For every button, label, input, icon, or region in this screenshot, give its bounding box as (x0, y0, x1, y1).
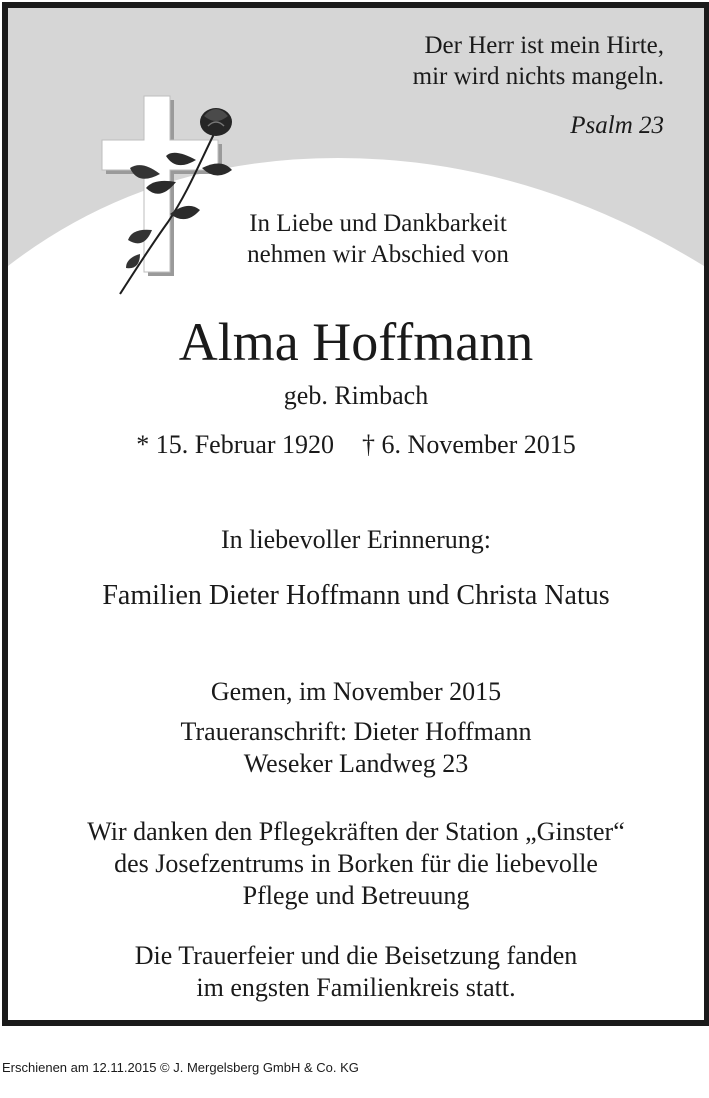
psalm-reference: Psalm 23 (570, 112, 664, 139)
deceased-name: Alma Hoffmann (178, 312, 534, 372)
birth-date: * 15. Februar 1920 (136, 430, 335, 459)
families-line: Familien Dieter Hoffmann und Christa Natus (102, 580, 610, 611)
memory-heading: In liebevoller Erinnerung: (220, 525, 492, 554)
intro-line: In Liebe und Dankbarkeit (249, 210, 507, 237)
thanks-line: Wir danken den Pflegekräften der Station „Ginster“ (87, 817, 625, 846)
place-date: Gemen, im November 2015 (210, 677, 502, 706)
address-line: Traueranschrift: Dieter Hoffmann (180, 717, 532, 746)
thanks-line: des Josefzentrums in Borken für die liebevolle (114, 849, 598, 878)
psalm-quote (413, 30, 664, 92)
ceremony-text (8, 940, 704, 1004)
intro-line: nehmen wir Abschied von (247, 241, 509, 268)
psalm-line: Der Herr ist mein Hirte, (424, 32, 664, 59)
obituary-notice (2, 2, 709, 1026)
maiden-name: geb. Rimbach (283, 381, 429, 410)
ceremony-line: im engsten Familienkreis statt. (196, 973, 516, 1002)
publication-footer: Erschienen am 12.11.2015 © J. Mergelsberg GmbH & Co. KG (2, 1060, 359, 1075)
address-line: Weseker Landweg 23 (243, 749, 469, 778)
thanks-text (8, 816, 704, 912)
life-dates (8, 428, 704, 462)
thanks-line: Pflege und Betreuung (242, 881, 470, 910)
intro-text (8, 208, 704, 270)
mourning-address (8, 716, 704, 780)
psalm-line: mir wird nichts mangeln. (412, 63, 664, 90)
ceremony-line: Die Trauerfeier und die Beisetzung fanden (134, 941, 578, 970)
death-date: † 6. November 2015 (362, 430, 576, 459)
